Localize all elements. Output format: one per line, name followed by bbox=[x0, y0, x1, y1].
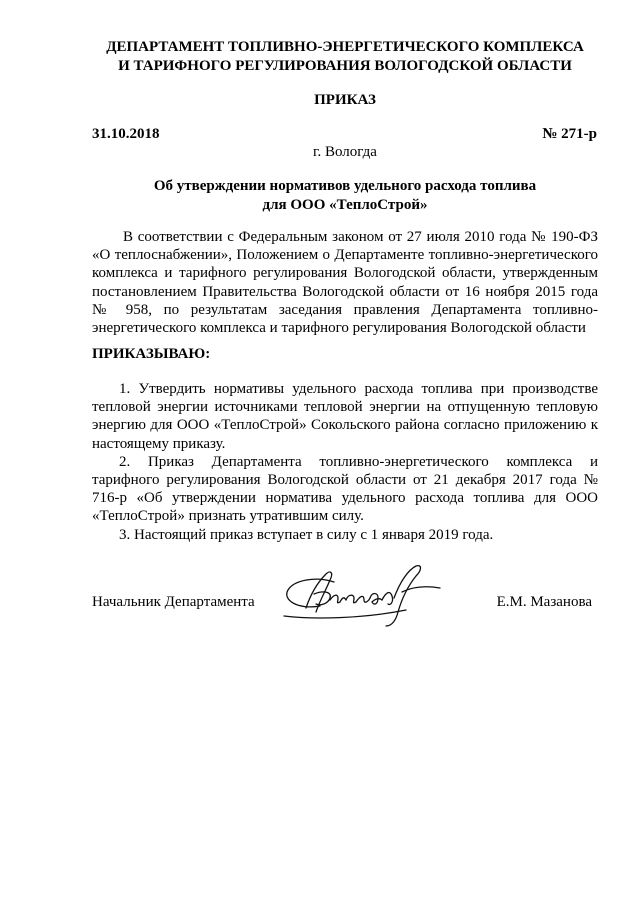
order-item-2: 2. Приказ Департамента топливно-энергетического комплекса и тарифного регулирования Вологодской области от 21 декабря 2017 года № 716-р «Об утверждении норматива удельного расхода топлива для ООО «ТеплоСтрой» признать утратившим силу. bbox=[92, 453, 598, 525]
order-number: № 271-р bbox=[542, 126, 597, 142]
city: г. Вологда bbox=[313, 144, 377, 160]
order-subject bbox=[92, 177, 598, 215]
department-header bbox=[92, 38, 598, 76]
handwritten-signature bbox=[276, 560, 448, 632]
order-item-3: 3. Настоящий приказ вступает в силу с 1 января 2019 года. bbox=[119, 526, 494, 543]
order-items bbox=[92, 380, 598, 544]
header-line-2: И ТАРИФНОГО РЕГУЛИРОВАНИЯ ВОЛОГОДСКОЙ ОБЛАСТИ bbox=[118, 58, 572, 74]
subject-line-1: Об утверждении нормативов удельного расхода топлива bbox=[153, 178, 537, 194]
order-date: 31.10.2018 bbox=[92, 126, 160, 142]
signer-position: Начальник Департамента bbox=[92, 594, 255, 610]
preamble-block bbox=[92, 228, 598, 337]
order-item-1: 1. Утвердить нормативы удельного расхода топлива при производстве тепловой энергии источниками тепловой энергии на отпущенную тепловую энергию для ООО «ТеплоСтрой» Сокольского района согласно приложению к настоящему приказу. bbox=[92, 381, 598, 452]
header-line-1: ДЕПАРТАМЕНТ ТОПЛИВНО-ЭНЕРГЕТИЧЕСКОГО КОМПЛЕКСА bbox=[106, 39, 584, 55]
subject-line-2: для ООО «ТеплоСтрой» bbox=[262, 197, 428, 213]
signer-name: Е.М. Мазанова bbox=[496, 594, 592, 610]
order-word: ПРИКАЗЫВАЮ: bbox=[92, 346, 211, 362]
preamble: В соответствии с Федеральным законом от 27 июля 2010 года № 190-ФЗ «О теплоснабжении», Положением о Департаменте топливно-энергетического комплекса и тарифного регулирования Вологодской области, утвержденным постановлением Правительства Вологодской области от 16 ноября 2015 года № 958, по результатам заседания правления Департамента топливно-энергетического комплекса и тарифного регулирования Вологодской области bbox=[92, 229, 598, 337]
document-type: ПРИКАЗ bbox=[314, 92, 376, 108]
